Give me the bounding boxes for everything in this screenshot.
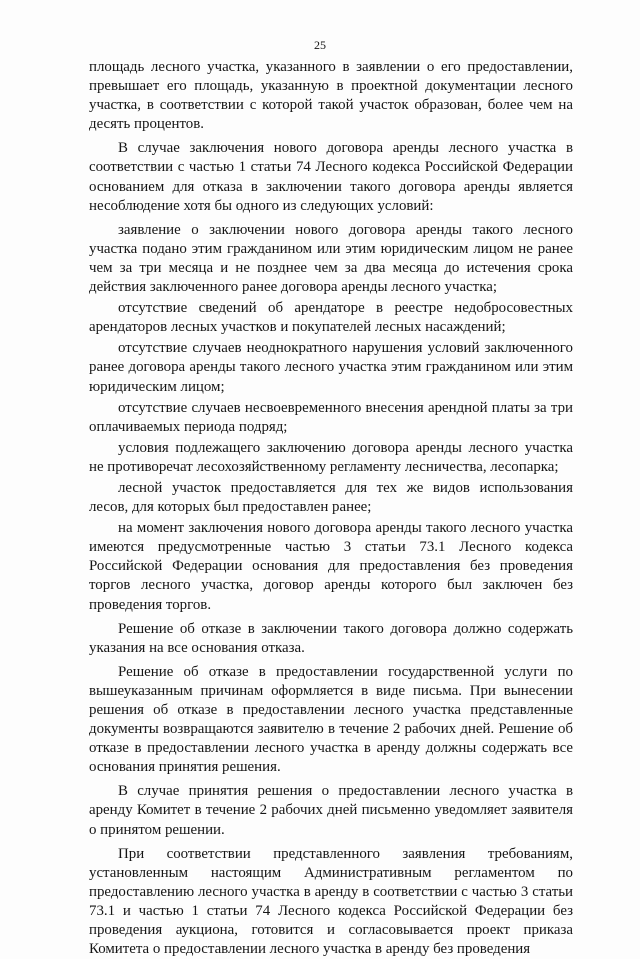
paragraph-condition-registry: отсутствие сведений об арендаторе в реестре недобросовестных арендаторов лесных участков и покупателей лесных насаждений;	[89, 300, 573, 336]
paragraph-condition-application-timing: заявление о заключении нового договора аренды такого лесного участка подано этим гражданином или этим юридическим лицом не ранее чем за три месяца и не позднее чем за два месяца до истечения срока действия заключенного ранее договора аренды лесного участка;	[89, 221, 573, 296]
paragraph-decision-notification: В случае принятия решения о предоставлении лесного участка в аренду Комитет в течение 2 рабочих дней письменно уведомляет заявителя о принятом решении.	[89, 783, 573, 838]
paragraph-continuation: площадь лесного участка, указанного в заявлении о его предоставлении, превышает его площадь, указанную в проектной документации лесного участка, в соответствии с которой такой участок образован, более чем на десять процентов.	[89, 59, 573, 133]
paragraph-new-lease-grounds: В случае заключения нового договора аренды лесного участка в соответствии с частью 1 статьи 74 Лесного кодекса Российской Федерации основанием для отказа в заключении такого договора аренды является несоблюдение хотя бы одного из следующих условий:	[89, 140, 573, 214]
paragraph-order-preparation: При соответствии представленного заявления требованиям, установленным настоящим Административным регламентом по предоставлению лесного участка в аренду в соответствии с частью 3 статьи 73.1 и частью 1 статьи 74 Лесного кодекса Российской Федерации без проведения аукциона, готовится и согласовывается проект приказа Комитета о предоставлении лесного участка в аренду без проведения	[89, 845, 573, 958]
paragraph-condition-grounds: на момент заключения нового договора аренды такого лесного участка имеются предусмотренные частью 3 статьи 73.1 Лесного кодекса Российской Федерации основания для предоставления без проведения торгов лесного участка, договор аренды которого был заключен без проведения торгов.	[89, 520, 573, 613]
document-body	[89, 58, 573, 959]
paragraph-condition-timely-payment: отсутствие случаев несвоевременного внесения арендной платы за три оплачиваемых периода подряд;	[89, 399, 573, 435]
paragraph-condition-regulation: условия подлежащего заключению договора аренды лесного участка не противоречат лесохозяйственному регламенту лесничества, лесопарка;	[89, 439, 573, 475]
paragraph-refusal-letter: Решение об отказе в предоставлении государственной услуги по вышеуказанным причинам оформляется в виде письма. При вынесении решения об отказе в предоставлении лесного участка представленные документы возвращаются заявителю в течение 2 рабочих дней. Решение об отказе в предоставлении лесного участка в аренду должны содержать все основания принятия решения.	[89, 663, 573, 776]
paragraph-condition-no-violations: отсутствие случаев неоднократного нарушения условий заключенного ранее договора аренды такого лесного участка этим гражданином или этим юридическим лицом;	[89, 340, 573, 395]
paragraph-refusal-content: Решение об отказе в заключении такого договора должно содержать указания на все основания отказа.	[89, 620, 573, 656]
page-number: 25	[314, 38, 326, 52]
paragraph-condition-same-use: лесной участок предоставляется для тех же видов использования лесов, для которых был предоставлен ранее;	[89, 479, 573, 516]
